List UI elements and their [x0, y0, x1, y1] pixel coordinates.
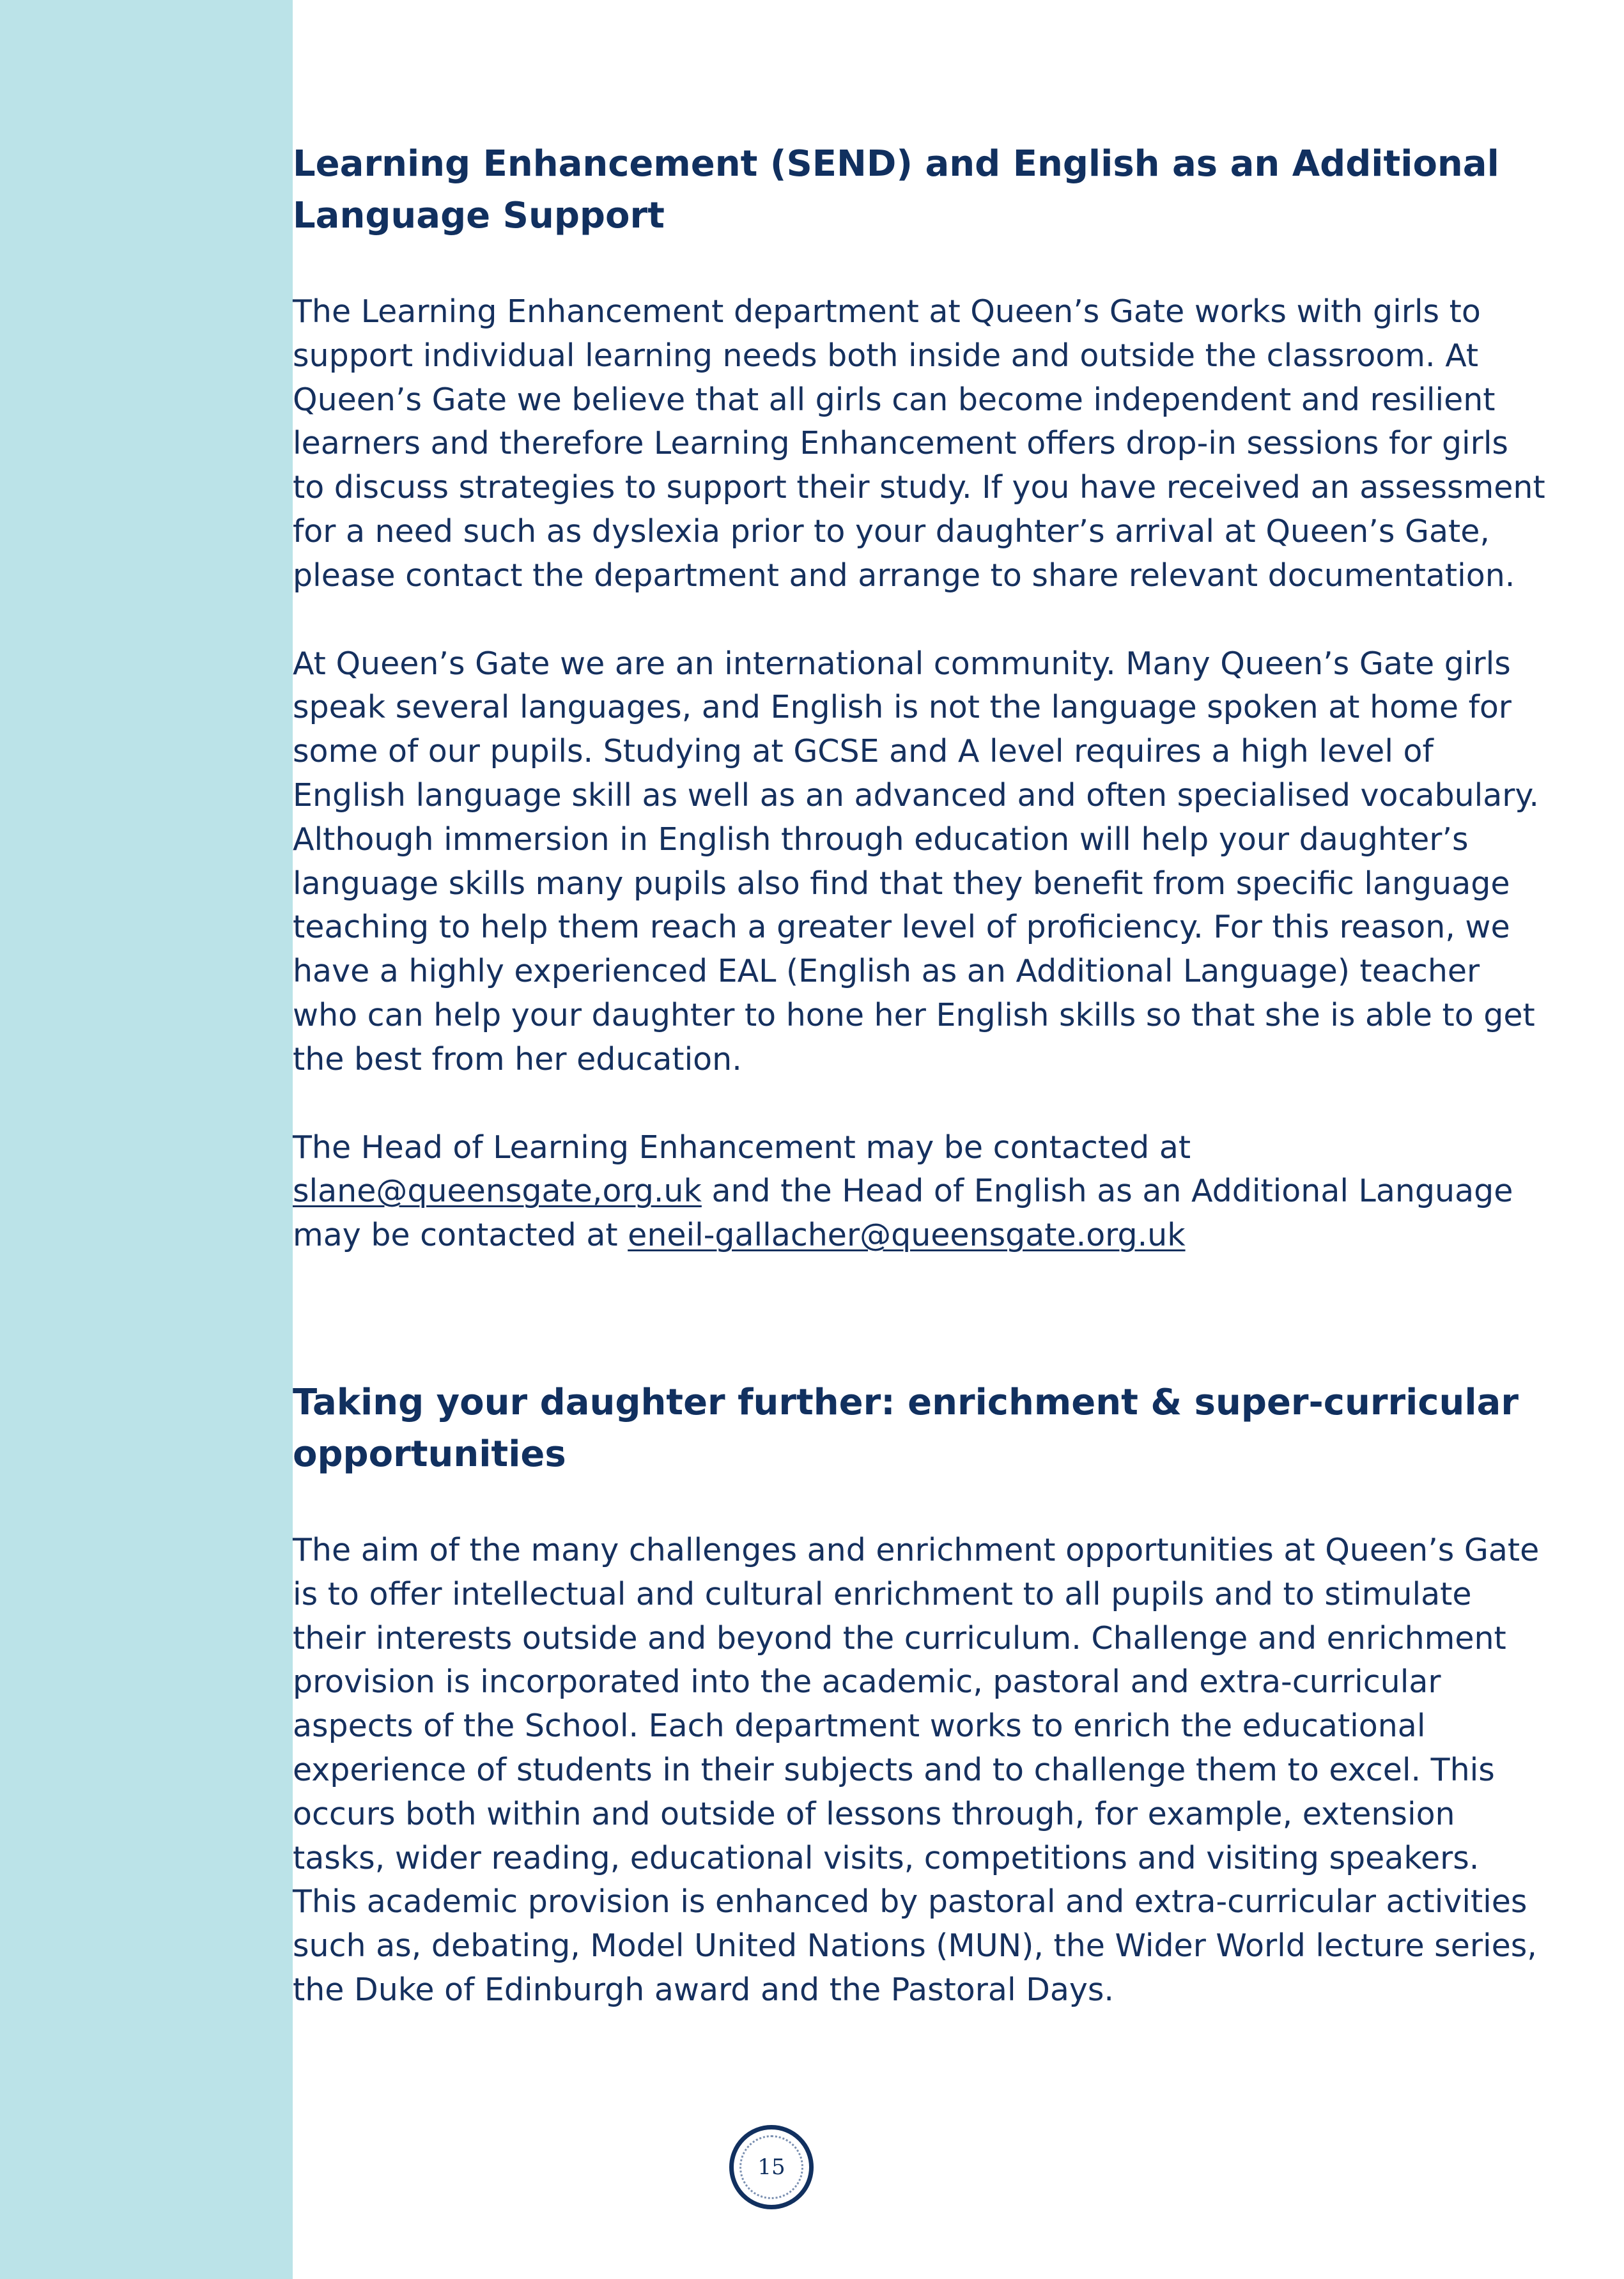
page-number: 15 — [739, 2135, 803, 2199]
section-heading-learning-enhancement: Learning Enhancement (SEND) and English as an Additional Language Support — [293, 143, 1499, 236]
sidebar-band — [0, 0, 293, 2279]
email-link-learning-enhancement[interactable]: slane@queensgate,org.uk — [293, 1173, 702, 1210]
paragraph-learning-enhancement: The Learning Enhancement department at Queen’s Gate works with girls to support individual learning needs both inside and outside the classroom. At Queen’s Gate we believe that all girls can become independent and resilient learners and therefore Learning Enhancement offers drop-in sessions for girls to discuss strategies to support their study. If you have received an assessment for a need such as dyslexia prior to your daughter’s arrival at Queen’s Gate, please contact the department and arrange to share relevant documentation. — [293, 293, 1545, 594]
email-link-eal[interactable]: eneil-gallacher@queensgate.org.uk — [628, 1217, 1186, 1254]
paragraph-contact — [293, 1126, 1545, 1258]
contact-text-1: The Head of Learning Enhancement may be contacted at — [293, 1129, 1191, 1166]
paragraph-international-community: At Queen’s Gate we are an international community. Many Queen’s Gate girls speak several languages, and English is not the language spoken at home for some of our pupils. Studying at GCSE and A level requires a high level of English language skill as well as an advanced and often specialised vocabulary. Although immersion in English through education will help your daughter’s language skills many pupils also find that they benefit from specific language teaching to help them reach a greater level of proficiency. For this reason, we have a highly experienced EAL (English as an Additional Language) teacher who can help your daughter to hone her English skills so that she is able to get the best from her education. — [293, 645, 1539, 1078]
page-content — [293, 138, 1545, 2012]
page-number-badge — [729, 2125, 814, 2209]
contact-text-2: and the Head of English as an Additional Language may be contacted at — [293, 1173, 1513, 1254]
paragraph-enrichment: The aim of the many challenges and enrichment opportunities at Queen’s Gate is to offer intellectual and cultural enrichment to all pupils and to stimulate their interests outside and beyond the curriculum. Challenge and enrichment provision is incorporated into the academic, pastoral and extra-curricular aspects of the School. Each department works to enrich the educational experience of students in their subjects and to challenge them to excel. This occurs both within and outside of lessons through, for example, extension tasks, wider reading, educational visits, competitions and visiting speakers. This academic provision is enhanced by pastoral and extra-curricular activities such as, debating, Model United Nations (MUN), the Wider World lecture series, the Duke of Edinburgh award and the Pastoral Days. — [293, 1531, 1540, 2008]
section-heading-enrichment: Taking your daughter further: enrichment & super-curricular opportunities — [293, 1381, 1519, 1475]
